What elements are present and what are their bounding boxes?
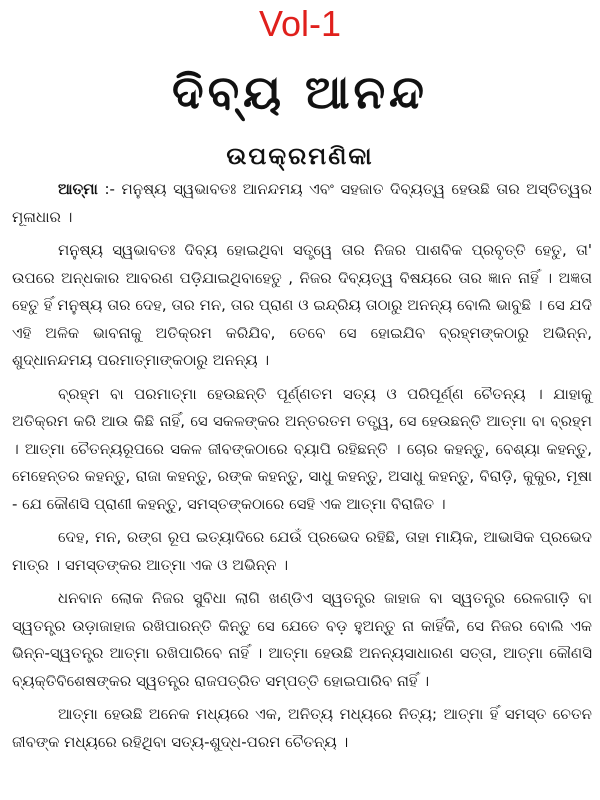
paragraph-3: ବ୍ରହ୍ମ ବା ପରମାତ୍ମା ହେଉଛନ୍ତି ପୂର୍ଣ୍ଣତମ ସତ୍ୟ ଓ ପରିପୂର୍ଣ୍ଣ ଚୈତନ୍ୟ । ଯାହାକୁ ଅତିକ୍ରମ କରି ଆଉ କିଛି ନାହିଁ, ସେ ସକଳଙ୍କର ଅନ୍ତରତମ ତତ୍ତ୍ୱ, ସେ ହେଉଛନ୍ତି ଆତ୍ମା ବା ବ୍ରହ୍ମ । ଆତ୍ମା ଚୈତନ୍ୟରୂପରେ ସକଳ ଜୀବଙ୍କଠାରେ ବ୍ୟାପି ରହିଛନ୍ତି । ଚୋର କହନ୍ତୁ, ବେଶ୍ୟା କହନ୍ତୁ, ମେହେନ୍ତର କହନ୍ତୁ, ରାଜା କହନ୍ତୁ, ରଙ୍କ କହନ୍ତୁ, ସାଧୁ କହନ୍ତୁ, ଅସାଧୁ କହନ୍ତୁ, ବିରାଡ଼ି, କୁକୁର, ମୂଷା - ଯେ କୌଣସି ପ୍ରାଣୀ କହନ୍ତୁ, ସମସ୍ତଙ୍କଠାରେ ସେହି ଏକ ଆତ୍ମା ବିରାଜିତ । bbox=[12, 384, 592, 513]
paragraph-1 bbox=[12, 176, 592, 231]
paragraph-2: ମନୁଷ୍ୟ ସ୍ୱଭାବତଃ ଦିବ୍ୟ ହୋଇଥିବା ସତ୍ତ୍ୱେ ତାର ନିଜର ପାଶବିକ ପ୍ରବୃତ୍ତି ହେତୁ, ତା' ଉପରେ ଅନ୍ଧକାର ଆବରଣ ପଡ଼ିଯାଇଥିବାହେତୁ , ନିଜର ଦିବ୍ୟତ୍ୱ ବିଷୟରେ ତାର ଜ୍ଞାନ ନାହିଁ । ଅଜ୍ଞତା ହେତୁ ହିଁ ମନୁଷ୍ୟ ତାର ଦେହ, ତାର ମନ, ତାର ପ୍ରାଣ ଓ ଇନ୍ଦ୍ରିୟ ତାଠାରୁ ଅନନ୍ୟ ବୋଲି ଭାବୁଛି । ସେ ଯଦି ଏହି ଅଳିକ ଭାବନାକୁ ଅତିକ୍ରମ କରିଯିବ, ତେବେ ସେ ହୋଇଯିବ ବ୍ରହ୍ମଙ୍କଠାରୁ ଅଭିନ୍ନ, ଶୁଦ୍ଧାନନ୍ଦମୟ ପରମାତ୍ମାଙ୍କଠାରୁ ଅନନ୍ୟ । bbox=[12, 241, 592, 369]
paragraph-1-term: ଆତ୍ମା bbox=[58, 180, 98, 198]
book-title: ଦିବ୍ୟ ଆନନ୍ଦ bbox=[172, 65, 428, 119]
paragraph-6: ଆତ୍ମା ହେଉଛି ଅନେକ ମଧ୍ୟରେ ଏକ, ଅନିତ୍ୟ ମଧ୍ୟରେ ନିତ୍ୟ; ଆତ୍ମା ହିଁ ସମସ୍ତ ଚେତନ ଜୀବଙ୍କ ମଧ୍ୟରେ ରହିଥିବା ସତ୍ୟ-ଶୁଦ୍ଧ-ପରମ ଚୈତନ୍ୟ । bbox=[12, 705, 592, 751]
body-text bbox=[12, 176, 592, 762]
volume-label: Vol-1 bbox=[258, 3, 342, 44]
chapter-title: ଉପକ୍ରମଣିକା bbox=[226, 142, 374, 170]
paragraph-5: ଧନବାନ ଲୋକ ନିଜର ସୁବିଧା ଲାଗି ଖଣ୍ଡିଏ ସ୍ୱତନ୍ତ୍ର ଜାହାଜ ବା ସ୍ୱତନ୍ତ୍ର ରେଳଗାଡ଼ି ବା ସ୍ୱତନ୍ତ୍ର ଉଡ଼ାଜାହାଜ ରଖିପାରନ୍ତି କିନ୍ତୁ ସେ ଯେତେ ବଡ଼ ହୁଅନ୍ତୁ ନା କାହିଁକି, ସେ ନିଜର ବୋଲି ଏକ ଭିନ୍ନ-ସ୍ୱତନ୍ତ୍ର ଆତ୍ମା ରଖିପାରିବେ ନାହିଁ । ଆତ୍ମା ହେଉଛି ଅନନ୍ୟସାଧାରଣ ସତ୍ତା, ଆତ୍ମା କୌଣସି ବ୍ୟକ୍ତିବିଶେଷଙ୍କର ସ୍ୱତନ୍ତ୍ର ରାଜପତ୍ରିତ ସମ୍ପତ୍ତି ହୋଇପାରିବ ନାହିଁ । bbox=[12, 589, 592, 690]
paragraph-1-text: :- ମନୁଷ୍ୟ ସ୍ୱଭାବତଃ ଆନନ୍ଦମୟ ଏବଂ ସହଜାତ ଦିବ୍ୟତ୍ୱ ହେଉଛି ତାର ଅସ୍ତିତ୍ୱର ମୂଳାଧାର । bbox=[12, 180, 592, 226]
paragraph-4: ଦେହ, ମନ, ରଙ୍ଗ ରୂପ ଇତ୍ୟାଦିରେ ଯେଉଁ ପ୍ରଭେଦ ରହିଛି, ତାହା ମାୟିକ, ଆଭାସିକ ପ୍ରଭେଦ ମାତ୍ର । ସମସ୍ତଙ୍କର ଆତ୍ମା ଏକ ଓ ଅଭିନ୍ନ । bbox=[12, 528, 592, 574]
